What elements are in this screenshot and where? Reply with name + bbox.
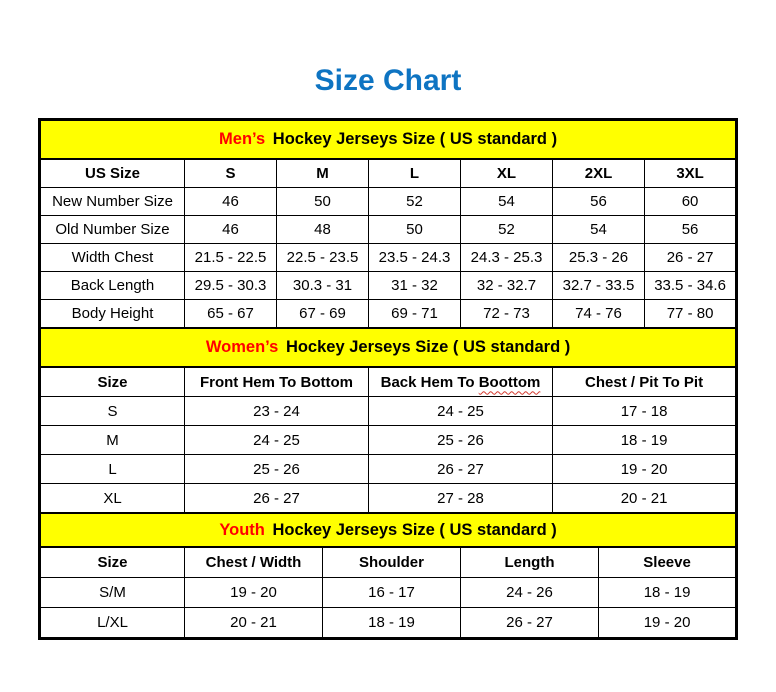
table-row (40, 216, 737, 244)
data-cell: 19 - 20 (553, 455, 737, 484)
misspelled-word: Boottom (478, 373, 541, 391)
table-row (40, 300, 737, 329)
column-header: Size (40, 547, 185, 578)
data-cell: 27 - 28 (369, 484, 553, 514)
data-cell: 24 - 25 (369, 397, 553, 426)
data-cell: 32.7 - 33.5 (553, 272, 645, 300)
column-header: Shoulder (323, 547, 461, 578)
data-cell: 31 - 32 (369, 272, 461, 300)
row-label: Width Chest (40, 244, 185, 272)
table-row (40, 455, 737, 484)
data-cell: 52 (369, 188, 461, 216)
data-cell: 26 - 27 (185, 484, 369, 514)
column-header: XL (461, 159, 553, 188)
youth-highlight-text: Youth (219, 520, 265, 539)
table-row (40, 397, 737, 426)
data-cell: 23 - 24 (185, 397, 369, 426)
data-cell: 29.5 - 30.3 (185, 272, 277, 300)
data-cell: 54 (553, 216, 645, 244)
data-cell: 65 - 67 (185, 300, 277, 329)
row-label: S/M (40, 578, 185, 608)
data-cell: 33.5 - 34.6 (645, 272, 737, 300)
youth-title-rest: Hockey Jerseys Size ( US standard ) (272, 520, 557, 539)
data-cell: 67 - 69 (277, 300, 369, 329)
womens-header-row (40, 367, 737, 397)
data-cell: 50 (369, 216, 461, 244)
data-cell: 74 - 76 (553, 300, 645, 329)
data-cell: 20 - 21 (553, 484, 737, 514)
data-cell: 17 - 18 (553, 397, 737, 426)
data-cell: 25.3 - 26 (553, 244, 645, 272)
row-label: XL (40, 484, 185, 514)
data-cell: 24 - 25 (185, 426, 369, 455)
data-cell: 52 (461, 216, 553, 244)
youth-section-band (40, 513, 737, 547)
row-label: L/XL (40, 608, 185, 639)
womens-section-title (40, 328, 737, 367)
page-title: Size Chart (314, 64, 462, 97)
row-label: New Number Size (40, 188, 185, 216)
column-header: Chest / Pit To Pit (553, 367, 737, 397)
data-cell: 25 - 26 (185, 455, 369, 484)
data-cell: 19 - 20 (185, 578, 323, 608)
data-cell: 30.3 - 31 (277, 272, 369, 300)
table-row (40, 272, 737, 300)
column-header (369, 367, 553, 397)
data-cell: 69 - 71 (369, 300, 461, 329)
data-cell: 26 - 27 (369, 455, 553, 484)
data-cell: 60 (645, 188, 737, 216)
table-row (40, 578, 737, 608)
youth-header-row (40, 547, 737, 578)
mens-section-title (40, 120, 737, 160)
row-label: Back Length (40, 272, 185, 300)
data-cell: 22.5 - 23.5 (277, 244, 369, 272)
data-cell: 77 - 80 (645, 300, 737, 329)
data-cell: 48 (277, 216, 369, 244)
column-header: M (277, 159, 369, 188)
row-label: L (40, 455, 185, 484)
data-cell: 23.5 - 24.3 (369, 244, 461, 272)
column-header: Size (40, 367, 185, 397)
size-chart-table (38, 118, 738, 640)
data-cell: 18 - 19 (323, 608, 461, 639)
data-cell: 72 - 73 (461, 300, 553, 329)
mens-section-band (40, 120, 737, 160)
data-cell: 54 (461, 188, 553, 216)
row-label: M (40, 426, 185, 455)
column-header: US Size (40, 159, 185, 188)
row-label: Old Number Size (40, 216, 185, 244)
row-label: S (40, 397, 185, 426)
youth-section-title (40, 513, 737, 547)
table-row (40, 426, 737, 455)
womens-title-rest: Hockey Jerseys Size ( US standard ) (285, 338, 571, 356)
data-cell: 46 (185, 188, 277, 216)
column-header: L (369, 159, 461, 188)
data-cell: 32 - 32.7 (461, 272, 553, 300)
data-cell: 56 (553, 188, 645, 216)
mens-title-rest: Hockey Jerseys Size ( US standard ) (272, 130, 558, 148)
data-cell: 24.3 - 25.3 (461, 244, 553, 272)
womens-section-band (40, 328, 737, 367)
data-cell: 19 - 20 (599, 608, 737, 639)
column-header: S (185, 159, 277, 188)
column-header: Chest / Width (185, 547, 323, 578)
data-cell: 20 - 21 (185, 608, 323, 639)
mens-header-row (40, 159, 737, 188)
column-header: 2XL (553, 159, 645, 188)
data-cell: 21.5 - 22.5 (185, 244, 277, 272)
column-header: 3XL (645, 159, 737, 188)
row-label: Body Height (40, 300, 185, 329)
data-cell: 18 - 19 (553, 426, 737, 455)
data-cell: 25 - 26 (369, 426, 553, 455)
column-header: Front Hem To Bottom (185, 367, 369, 397)
data-cell: 26 - 27 (461, 608, 599, 639)
womens-highlight-text: Women’s (205, 338, 279, 356)
table-row (40, 484, 737, 514)
data-cell: 50 (277, 188, 369, 216)
data-cell: 18 - 19 (599, 578, 737, 608)
data-cell: 24 - 26 (461, 578, 599, 608)
column-header: Length (461, 547, 599, 578)
data-cell: 56 (645, 216, 737, 244)
mens-highlight-text: Men’s (219, 130, 266, 148)
table-row (40, 188, 737, 216)
data-cell: 16 - 17 (323, 578, 461, 608)
column-header-text: Back Hem To (380, 373, 475, 391)
table-row (40, 608, 737, 639)
table-row (40, 244, 737, 272)
column-header: Sleeve (599, 547, 737, 578)
data-cell: 26 - 27 (645, 244, 737, 272)
data-cell: 46 (185, 216, 277, 244)
